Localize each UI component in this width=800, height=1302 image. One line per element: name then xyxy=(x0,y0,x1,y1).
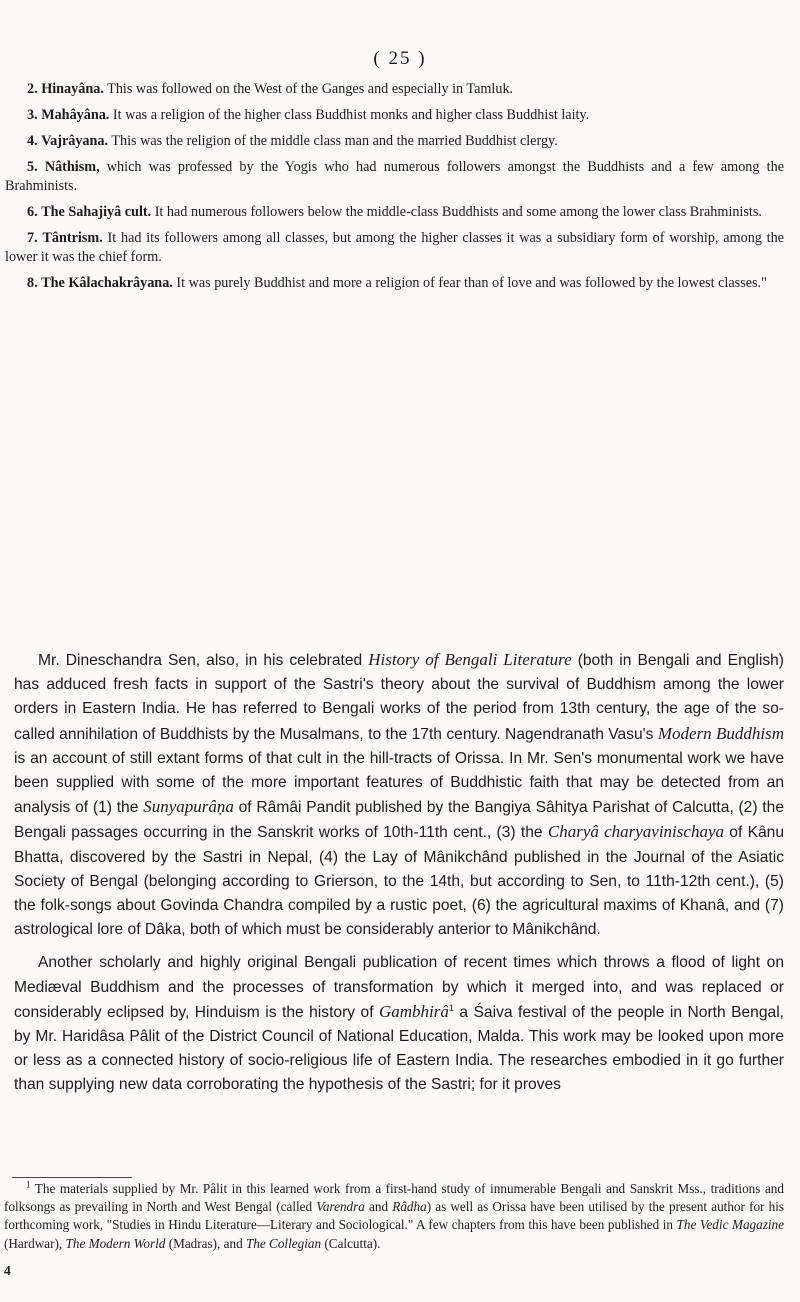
footnote-ref[interactable]: 1 xyxy=(448,1002,454,1013)
body-text xyxy=(14,648,784,1098)
paragraph-dineschandra-sen: Mr. Dineschandra Sen, also, in his celebrated History of Bengali Literature (both in Bengali and English) has adduced fresh facts in support of the Sastri's theory about the survival of Buddhism among the lower orders in Eastern India. He has referred to Bengali works of the period from 13th century, the age of the so-called annihilation of Buddhists by the Musalmans, to the 17th century. Nagendranath Vasu's Modern Buddhism is an account of still extant forms of that cult in the hill-tracts of Orissa. In Mr. Sen's monumental work we have been supplied with some of the more important features of Buddhistic faith that may be detected from an analysis of (1) the Sunyapurâṇa of Râmâi Pandit published by the Bangiya Sâhitya Parishat of Calcutta, (2) the Bengali passages occurring in the Sanskrit works of 10th-11th cent., (3) the Charyâ charyavinischaya of Kânu Bhatta, discovered by the Sastri in Nepal, (4) the Lay of Mânikchând published in the Journal of the Asiatic Society of Bengal (belonging according to Grierson, to the 14th, but according to Sen, to 11th-12th cent.), (5) the folk-songs about Govinda Chandra compiled by a rustic poet, (6) the agricultural maxims of Khanâ, and (7) astrological lore of Dâka, both of which must be considerably anterior to Mânikchând. xyxy=(14,650,785,939)
list-item: 2. Hinayâna. This was followed on the West of the Ganges and especially in Tamluk. xyxy=(27,81,514,97)
page-number: ( 25 ) xyxy=(373,48,427,69)
list-item: 8. The Kâlachakrâyana. It was purely Buddhist and more a religion of fear than of love and was followed by the lowest classes." xyxy=(27,275,767,291)
list-item: 7. Tântrism. It had its followers among all classes, but among the higher classes it was a subsidiary form of worship, among the lower it was the chief form. xyxy=(5,230,784,265)
book-title: Charyâ charyavinischaya xyxy=(547,822,724,842)
list-item: 6. The Sahajiyâ cult. It had numerous followers below the middle-class Buddhists and some among the lower class Brahminists. xyxy=(27,204,762,220)
book-title: Sunyapurâṇa xyxy=(143,797,234,817)
signature-mark: 4 xyxy=(4,1263,11,1278)
footnote: $^1$ The materials supplied by Mr. Pâlit in this learned work from a first-hand study of innumerable Bengali and Sanskrit Mss., traditions and folksongs as prevailing in North and West Bengal (called Varendra and Râdha) as well as Orissa have been utilised by the present author for his forthcoming work, "Studies in Hindu Literature—Literary and Sociological." A few chapters from this have been published in The Vedic Magazine (Hardwar), The Modern World (Madras), and The Collegian (Calcutta). xyxy=(4,1179,785,1251)
list-item: 3. Mahâyâna. It was a religion of the higher class Buddhist monks and higher class Buddhist laity. xyxy=(27,107,590,123)
journal-title: The Collegian xyxy=(245,1235,322,1251)
book-title: Modern Buddhism xyxy=(657,723,784,743)
religion-list xyxy=(5,80,784,300)
list-item: 4. Vajrâyana. This was the religion of the middle class man and the married Buddhist clergy. xyxy=(27,133,558,149)
list-item: 5. Nâthism, which was professed by the Yogis who had numerous followers amongst the Buddhists and a few among the Brahminists. xyxy=(5,159,785,194)
book-title: History of Bengali Literature xyxy=(368,650,572,669)
footnote-mark: 1 xyxy=(26,1179,31,1190)
paragraph-gambhira: Another scholarly and highly original Bengali publication of recent times which throws a flood of light on Mediæval Buddhism and the processes of transformation by which it merged into, and was replaced or considerably eclipsed by, Hinduism is the history of Gambhirâ$^1$ a Śaiva festival of the people in North Bengal, by Mr. Haridâsa Pâlit of the District Council of National Education, Malda. This work may be looked upon more or less as a connected history of socio-religious life of Eastern India. The researches embodied in it go further than supplying new data corroborating the hypothesis of the Sastri; for it proves xyxy=(14,954,784,1094)
footnote-divider xyxy=(12,1177,132,1178)
journal-title: The Modern World xyxy=(65,1235,166,1251)
journal-title: The Vedic Magazine xyxy=(676,1217,784,1233)
book-title: Gambhirâ xyxy=(379,1001,449,1021)
